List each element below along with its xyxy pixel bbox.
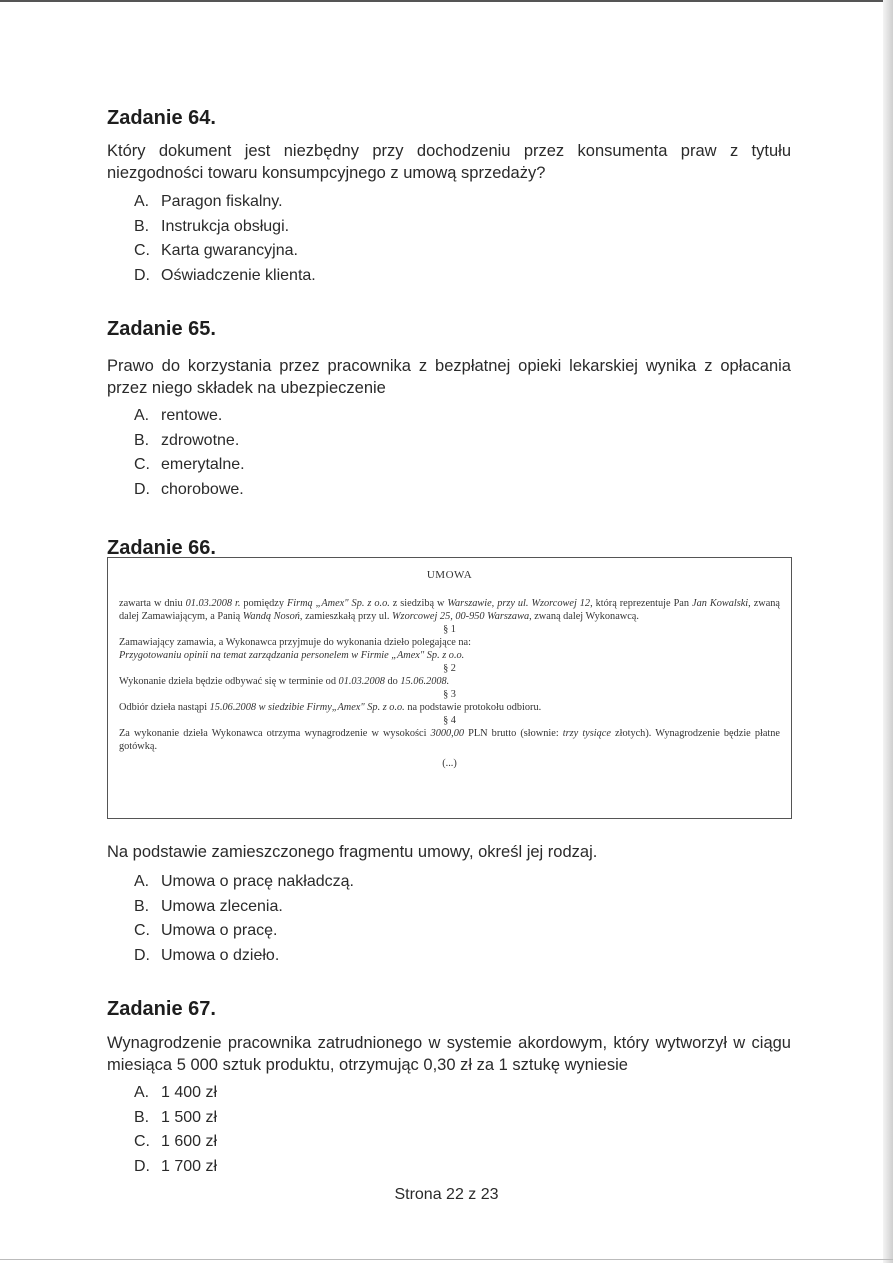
section-1-number: § 1 (443, 624, 456, 635)
contract-text: Wykonanie dzieła będzie odbywać się w terminie od (119, 676, 339, 687)
contract-text: z siedzibą w (389, 598, 448, 609)
option-c: C. Umowa o pracę. (134, 922, 278, 939)
task-64-options (134, 190, 316, 288)
contract-italic-text: 01.03.2008 (338, 676, 385, 687)
option-c: C. 1 600 zł (134, 1133, 218, 1150)
option-c: C. Karta gwarancyjna. (134, 242, 298, 259)
contract-text: na podstawie protokołu odbioru. (404, 702, 542, 713)
task-66-title: Zadanie 66. (107, 537, 216, 559)
section-4-number: § 4 (443, 715, 456, 726)
contract-ellipsis: (...) (442, 758, 457, 769)
task-67-options (134, 1081, 217, 1179)
task-64-title: Zadanie 64. (107, 107, 216, 129)
option-a: A. Paragon fiskalny. (134, 193, 283, 210)
contract-text: , zamieszkałą przy ul. (299, 611, 392, 622)
option-c: C. emerytalne. (134, 456, 245, 473)
contract-italic-text: 01.03.2008 r. (185, 598, 241, 609)
task-66-options (134, 870, 354, 968)
contract-italic-text: 15.06.2008 w siedzibie Firmy„Amex" Sp. z o.o. (209, 702, 405, 713)
contract-text: , zwaną dalej Wykonawcą. (529, 611, 639, 622)
contract-italic-text: 15.06.2008. (400, 676, 450, 687)
task-65-title: Zadanie 65. (107, 318, 216, 340)
bottom-border-line (0, 1259, 893, 1260)
contract-intro (119, 597, 780, 623)
section-2-line (119, 675, 780, 688)
contract-text: Zamawiający zamawia, a Wykonawca przyjmuje do wykonania dzieło polegające na: (119, 637, 471, 648)
top-border-line (0, 0, 893, 2)
contract-text: zawarta w dniu (119, 598, 186, 609)
contract-italic-text: Warszawie, przy ul. Wzorcowej 12 (447, 598, 591, 609)
section-4-line (119, 727, 780, 753)
contract-text: PLN brutto (słownie: (464, 728, 563, 739)
contract-box (107, 557, 792, 819)
contract-italic-text: Jan Kowalski (692, 598, 749, 609)
contract-heading: UMOWA (426, 569, 473, 581)
section-2-number: § 2 (443, 663, 456, 674)
page-edge-shadow (883, 0, 893, 1263)
section-3-line (119, 701, 780, 714)
task-67-title: Zadanie 67. (107, 998, 216, 1020)
task-67-question: Wynagrodzenie pracownika zatrudnionego w systemie akordowym, który wytworzył w ciągu miesiąca 5 000 sztuk produktu, otrzymując 0,30 zł za 1 sztukę wyniesie (107, 1034, 791, 1074)
contract-text: , zwaną dalej Zamawiającym, a Panią (119, 598, 781, 622)
option-d: D. 1 700 zł (134, 1157, 218, 1175)
section-1-line (119, 649, 780, 662)
contract-italic-text: Wzorcowej 25, 00-950 Warszawa (391, 611, 530, 622)
task-65-options (134, 404, 245, 502)
contract-text: złotych). Wynagrodzenie będzie płatne gotówką. (119, 728, 781, 752)
contract-italic-text: Firmą „Amex" Sp. z o.o. (286, 598, 390, 609)
option-b: B. zdrowotne. (134, 431, 240, 449)
section-1-line (119, 636, 780, 649)
task-65-question: Prawo do korzystania przez pracownika z bezpłatnej opieki lekarskiej wynika z opłacania przez niego składek na ubezpieczenie (107, 357, 791, 397)
option-d: D. Oświadczenie klienta. (134, 266, 316, 284)
option-b: B. Umowa zlecenia. (134, 897, 283, 915)
option-a: A. Umowa o pracę nakładczą. (134, 873, 354, 890)
contract-text: Za wykonanie dzieła Wykonawca otrzyma wynagrodzenie w wysokości (119, 728, 431, 739)
contract-text: pomiędzy (240, 598, 287, 609)
task-66-question: Na podstawie zamieszczonego fragmentu umowy, określ jej rodzaj. (107, 843, 598, 861)
option-b: B. 1 500 zł (134, 1108, 218, 1126)
section-3-number: § 3 (443, 689, 456, 700)
contract-italic-text: trzy tysiące (562, 728, 611, 739)
option-d: D. Umowa o dzieło. (134, 946, 280, 964)
contract-text: Odbiór dzieła nastąpi (119, 702, 210, 713)
option-d: D. chorobowe. (134, 480, 244, 498)
contract-italic-text: 3000,00 (430, 728, 465, 739)
contract-italic-text: Przygotowaniu opinii na temat zarządzania personelem w Firmie „Amex" Sp. z o.o. (119, 650, 465, 661)
task-64-question: Który dokument jest niezbędny przy dochodzeniu przez konsumenta praw z tytułu niezgodności towaru konsumpcyjnego z umową sprzedaży? (107, 142, 791, 182)
option-b: B. Instrukcja obsługi. (134, 217, 290, 235)
option-a: A. 1 400 zł (134, 1084, 218, 1101)
contract-italic-text: Wandą Nosoń (242, 611, 300, 622)
contract-text: do (384, 676, 401, 687)
contract-text: , którą reprezentuje Pan (590, 598, 692, 609)
page-number: Strona 22 z 23 (394, 1186, 499, 1203)
option-a: A. rentowe. (134, 407, 223, 424)
